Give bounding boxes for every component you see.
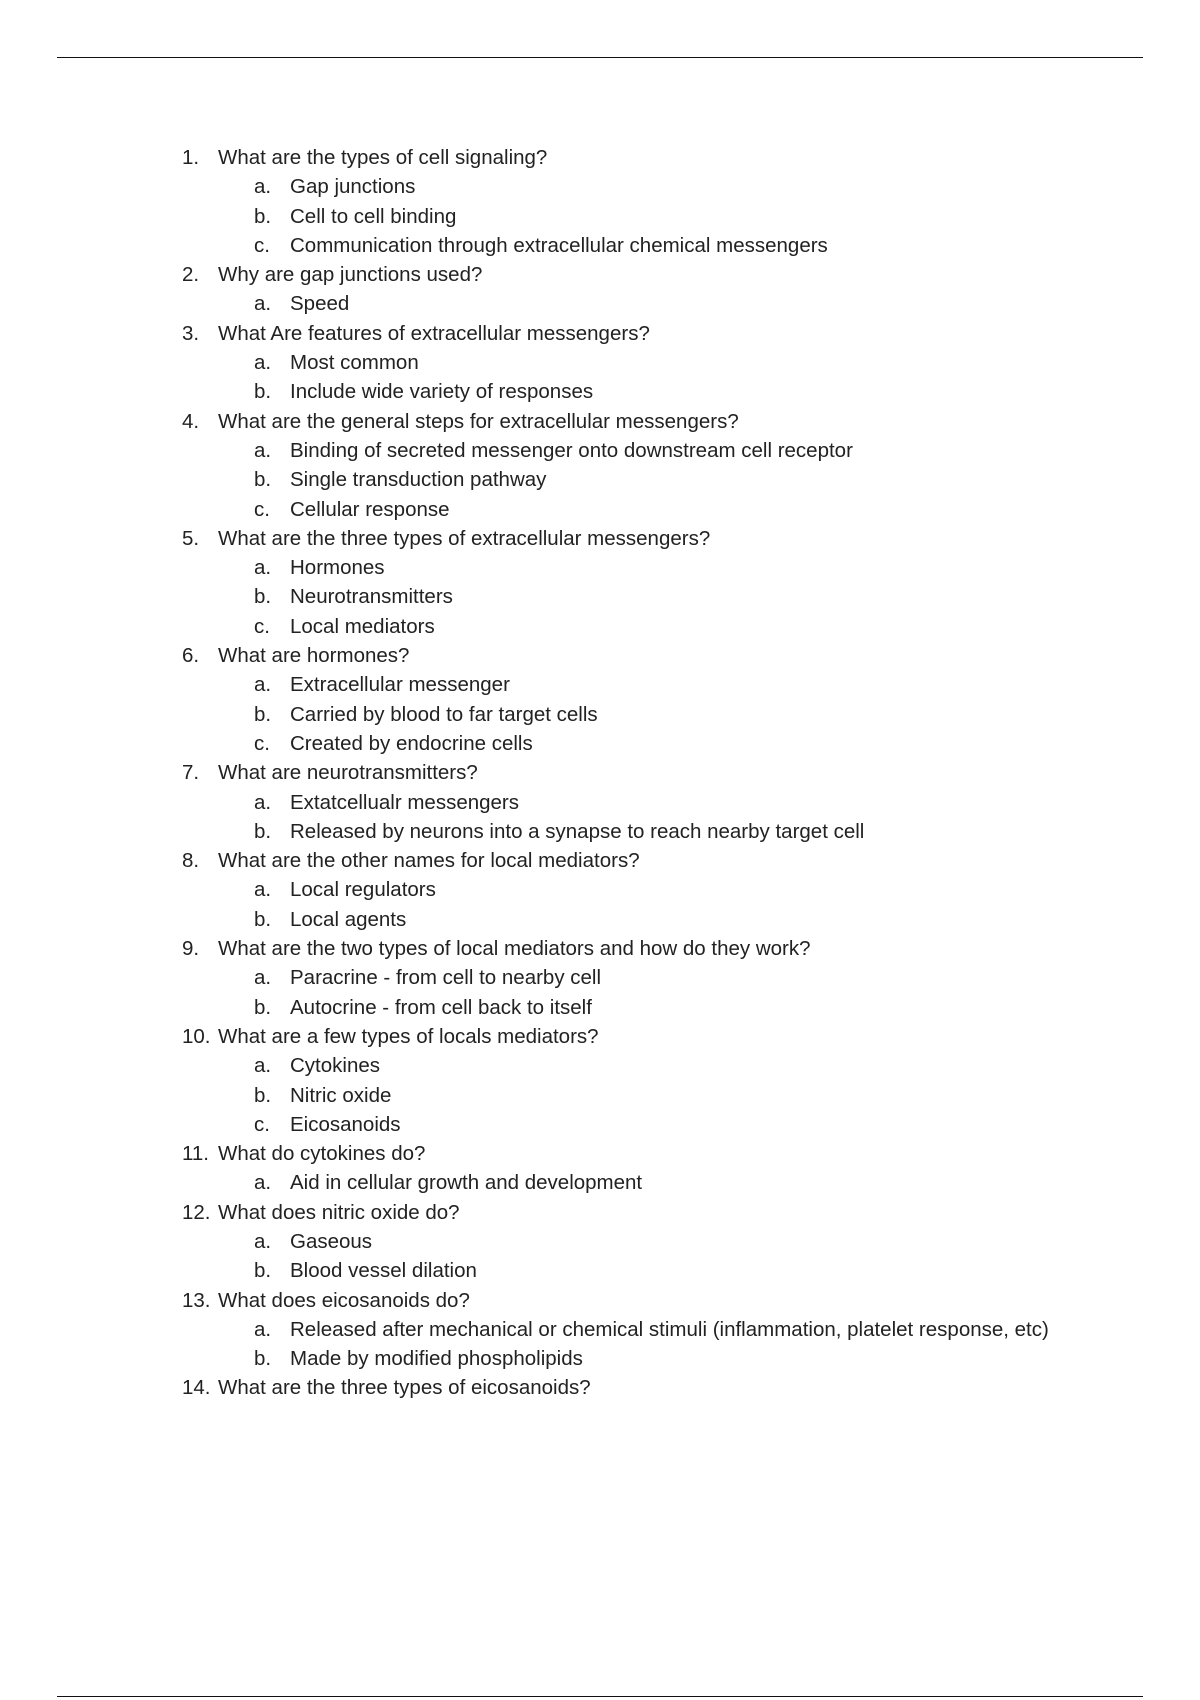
answer-letter: b. — [254, 907, 272, 931]
answer-letter: a. — [254, 1054, 272, 1078]
answer-text: Extracellular messenger — [290, 673, 510, 697]
answer-item — [218, 436, 1082, 465]
answer-letter: b. — [254, 1083, 272, 1107]
answer-text: Local regulators — [290, 878, 436, 902]
answer-item — [218, 1081, 1082, 1110]
question-text: What are a few types of locals mediators? — [218, 1024, 599, 1048]
answer-item — [218, 875, 1082, 904]
answer-item — [218, 289, 1082, 318]
answer-list — [218, 963, 1082, 1022]
answer-text: Cellular response — [290, 497, 450, 521]
answer-item — [218, 465, 1082, 494]
question-item — [182, 319, 1082, 407]
answer-letter: c. — [254, 1112, 270, 1136]
answer-list — [218, 1051, 1082, 1139]
answer-text: Paracrine - from cell to nearby cell — [290, 966, 602, 990]
answer-list — [218, 1227, 1082, 1286]
answer-letter: b. — [254, 995, 272, 1019]
question-number: 4. — [182, 409, 200, 433]
answer-text: Created by endocrine cells — [290, 731, 533, 755]
question-item — [182, 1286, 1082, 1374]
answer-text: Include wide variety of responses — [290, 380, 594, 404]
answer-text: Local mediators — [290, 614, 435, 638]
question-item — [182, 934, 1082, 1022]
question-text: What are hormones? — [218, 644, 410, 668]
answer-text: Blood vessel dilation — [290, 1259, 477, 1283]
question-number: 1. — [182, 146, 200, 169]
answer-list — [218, 1315, 1082, 1374]
question-number: 8. — [182, 849, 200, 873]
answer-item — [218, 495, 1082, 524]
question-item — [182, 846, 1082, 934]
answer-item — [218, 788, 1082, 817]
answer-item — [218, 729, 1082, 758]
question-text: What do cytokines do? — [218, 1142, 426, 1166]
answer-item — [218, 553, 1082, 582]
answer-letter: b. — [254, 1347, 272, 1371]
answer-text: Released by neurons into a synapse to reach nearby target cell — [290, 819, 865, 843]
answer-letter: a. — [254, 175, 272, 199]
answer-text: Neurotransmitters — [290, 585, 453, 609]
answer-item — [218, 1344, 1082, 1373]
answer-letter: a. — [254, 790, 272, 814]
answer-letter: c. — [254, 614, 270, 638]
answer-letter: c. — [254, 731, 270, 755]
answer-letter: b. — [254, 1259, 272, 1283]
answer-letter: b. — [254, 380, 272, 404]
answer-letter: a. — [254, 438, 272, 462]
question-number: 3. — [182, 321, 200, 345]
question-text: What does eicosanoids do? — [218, 1288, 470, 1312]
question-text: What are the general steps for extracellular messengers? — [218, 409, 739, 433]
question-list — [182, 143, 1082, 1403]
top-rule — [57, 57, 1143, 58]
question-number: 13. — [182, 1288, 211, 1312]
answer-letter: b. — [254, 204, 272, 228]
answer-text: Cytokines — [290, 1054, 381, 1078]
answer-item — [218, 993, 1082, 1022]
question-number: 7. — [182, 761, 200, 785]
answer-list — [218, 172, 1082, 260]
question-number: 6. — [182, 644, 200, 668]
question-text: What does nitric oxide do? — [218, 1200, 460, 1224]
question-item — [182, 143, 1082, 260]
question-text: What are the types of cell signaling? — [218, 146, 548, 169]
answer-list — [218, 1168, 1082, 1197]
answer-text: Gaseous — [290, 1229, 373, 1253]
answer-list — [218, 670, 1082, 758]
answer-list — [218, 348, 1082, 407]
answer-text: Binding of secreted messenger onto downstream cell receptor — [290, 438, 853, 462]
answer-letter: b. — [254, 702, 272, 726]
question-number: 11. — [182, 1142, 209, 1166]
answer-item — [218, 670, 1082, 699]
answer-list — [218, 289, 1082, 318]
answer-item — [218, 612, 1082, 641]
answer-item — [218, 348, 1082, 377]
answer-letter: b. — [254, 585, 272, 609]
answer-text: Communication through extracellular chemical messengers — [290, 233, 828, 257]
answer-text: Cell to cell binding — [290, 204, 457, 228]
question-text: What are the three types of eicosanoids? — [218, 1376, 591, 1400]
answer-text: Eicosanoids — [290, 1112, 401, 1136]
question-item — [182, 1139, 1082, 1198]
question-item — [182, 407, 1082, 524]
answer-text: Autocrine - from cell back to itself — [290, 995, 592, 1019]
answer-item — [218, 1227, 1082, 1256]
answer-item — [218, 202, 1082, 231]
question-item — [182, 758, 1082, 846]
question-number: 12. — [182, 1200, 211, 1224]
answer-item — [218, 377, 1082, 406]
answer-list — [218, 788, 1082, 847]
answer-letter: a. — [254, 556, 272, 580]
answer-letter: a. — [254, 966, 272, 990]
question-text: What are the other names for local mediators? — [218, 849, 640, 873]
question-text: What are neurotransmitters? — [218, 761, 478, 785]
answer-item — [218, 231, 1082, 260]
question-item — [182, 641, 1082, 758]
answer-item — [218, 172, 1082, 201]
answer-item — [218, 700, 1082, 729]
question-number: 10. — [182, 1024, 211, 1048]
question-item — [182, 1373, 1082, 1402]
answer-item — [218, 817, 1082, 846]
question-number: 5. — [182, 526, 200, 550]
answer-letter: a. — [254, 351, 272, 375]
question-number: 14. — [182, 1376, 211, 1400]
question-number: 9. — [182, 937, 200, 961]
answer-text: Extatcellualr messengers — [290, 790, 520, 814]
answer-text: Released after mechanical or chemical stimuli (inflammation, platelet response, etc) — [290, 1317, 1049, 1341]
answer-text: Aid in cellular growth and development — [290, 1171, 643, 1195]
answer-item — [218, 1315, 1082, 1344]
answer-item — [218, 905, 1082, 934]
question-text: What are the two types of local mediators and how do they work? — [218, 937, 811, 961]
answer-item — [218, 582, 1082, 611]
answer-text: Single transduction pathway — [290, 468, 547, 492]
answer-letter: a. — [254, 1229, 272, 1253]
answer-item — [218, 1168, 1082, 1197]
answer-letter: c. — [254, 233, 270, 257]
answer-letter: a. — [254, 1171, 272, 1195]
answer-list — [218, 875, 1082, 934]
question-item — [182, 260, 1082, 319]
answer-letter: b. — [254, 468, 272, 492]
answer-letter: a. — [254, 878, 272, 902]
answer-text: Speed — [290, 292, 350, 316]
answer-text: Made by modified phospholipids — [290, 1347, 583, 1371]
answer-letter: a. — [254, 292, 272, 316]
answer-letter: a. — [254, 673, 272, 697]
question-item — [182, 524, 1082, 641]
answer-letter: b. — [254, 819, 272, 843]
answer-list — [218, 436, 1082, 524]
answer-letter: c. — [254, 497, 270, 521]
question-text: What are the three types of extracellular messengers? — [218, 526, 711, 550]
answer-text: Nitric oxide — [290, 1083, 392, 1107]
answer-text: Gap junctions — [290, 175, 416, 199]
answer-item — [218, 1051, 1082, 1080]
answer-text: Carried by blood to far target cells — [290, 702, 598, 726]
answer-list — [218, 553, 1082, 641]
answer-text: Hormones — [290, 556, 385, 580]
answer-text: Most common — [290, 351, 419, 375]
answer-letter: a. — [254, 1317, 272, 1341]
answer-item — [218, 963, 1082, 992]
answer-item — [218, 1256, 1082, 1285]
answer-text: Local agents — [290, 907, 407, 931]
question-text: Why are gap junctions used? — [218, 263, 483, 287]
question-item — [182, 1198, 1082, 1286]
answer-item — [218, 1110, 1082, 1139]
question-text: What Are features of extracellular messengers? — [218, 321, 650, 345]
question-item — [182, 1022, 1082, 1139]
question-number: 2. — [182, 263, 200, 287]
bottom-rule — [57, 1696, 1143, 1697]
